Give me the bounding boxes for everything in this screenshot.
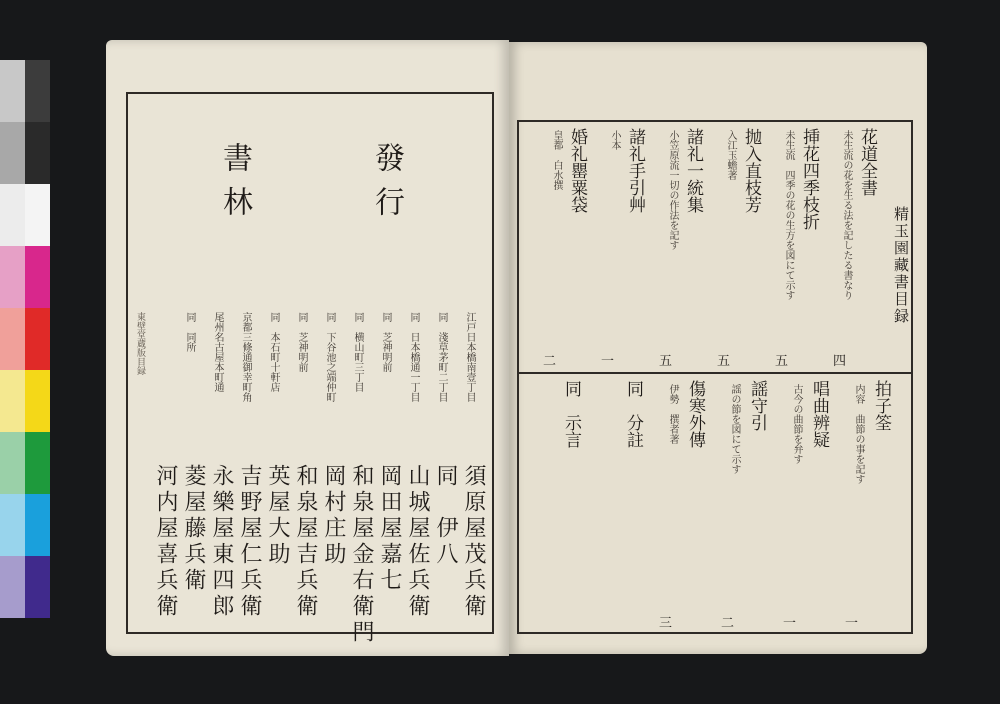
address-line: 同 芝神明前 bbox=[296, 312, 307, 372]
color-patch bbox=[25, 370, 50, 432]
color-patch bbox=[25, 556, 50, 618]
catalog-entry-volumes: 二 bbox=[543, 354, 557, 369]
catalog-entry-volumes: 一 bbox=[845, 616, 859, 631]
catalog-entry-volumes: 三 bbox=[659, 616, 673, 631]
catalog-entry-title: 花道全書 bbox=[857, 128, 877, 196]
color-patch bbox=[0, 556, 25, 618]
publisher-name: 須原屋茂兵衛 bbox=[461, 464, 486, 620]
color-patch bbox=[25, 184, 50, 246]
right-page bbox=[509, 42, 927, 654]
catalog-title: 精玉園藏書目録 bbox=[892, 206, 910, 325]
publisher-name: 河内屋喜兵衛 bbox=[153, 464, 178, 620]
address-line: 同 本石町十軒店 bbox=[268, 312, 279, 392]
address-line: 同 芝神明前 bbox=[380, 312, 391, 372]
publisher-name: 英屋大助 bbox=[265, 464, 290, 568]
color-patch bbox=[25, 494, 50, 556]
publisher-name: 永樂屋東四郎 bbox=[209, 464, 234, 620]
color-patch bbox=[0, 60, 25, 122]
catalog-divider bbox=[519, 372, 911, 374]
color-patch bbox=[0, 432, 25, 494]
catalog-entry-volumes: 五 bbox=[717, 354, 731, 369]
heading-shorin: 書林 bbox=[217, 142, 252, 230]
color-patch-row bbox=[0, 60, 50, 122]
color-patch bbox=[0, 308, 25, 370]
left-page bbox=[106, 40, 509, 656]
address-line: 同 横山町三丁目 bbox=[352, 312, 363, 392]
color-patch-row bbox=[0, 184, 50, 246]
publisher-seal: 東壁堂蔵版目録 bbox=[135, 312, 145, 375]
catalog-entry-title: 謡守引 bbox=[747, 380, 767, 431]
address-line: 同 下谷池之端仲町 bbox=[324, 312, 335, 402]
catalog-entry-volumes: 四 bbox=[833, 354, 847, 369]
catalog-entry-volumes: 二 bbox=[721, 616, 735, 631]
color-patch bbox=[25, 308, 50, 370]
catalog-entry-title: 抛入直枝芳 bbox=[741, 128, 761, 213]
publisher-name: 同 伊八 bbox=[433, 464, 458, 568]
color-patch-row bbox=[0, 432, 50, 494]
address-line: 江戸日本橋南壹丁目 bbox=[464, 312, 475, 402]
color-patch-row bbox=[0, 308, 50, 370]
catalog-frame bbox=[517, 120, 913, 634]
publisher-name: 岡村庄助 bbox=[321, 464, 346, 568]
catalog-entry-note: 小本 bbox=[609, 130, 620, 150]
heading-hakko: 發行 bbox=[369, 142, 404, 230]
catalog-entry-title: 同 分註 bbox=[623, 380, 643, 448]
address-line: 尾州名古屋本町通 bbox=[212, 312, 223, 392]
publisher-name: 吉野屋仁兵衛 bbox=[237, 464, 262, 620]
catalog-entry-note: 未生流の花を生る法を記したる書なり bbox=[841, 130, 852, 300]
color-patch bbox=[0, 246, 25, 308]
catalog-entry-note: 未生流 四季の花の生方を図にて示す bbox=[783, 130, 794, 300]
publisher-name: 菱屋藤兵衛 bbox=[181, 464, 206, 594]
color-patch bbox=[25, 246, 50, 308]
color-patch-row bbox=[0, 494, 50, 556]
color-patch bbox=[0, 494, 25, 556]
color-patch-row bbox=[0, 122, 50, 184]
catalog-entry-volumes: 一 bbox=[783, 616, 797, 631]
catalog-entry-note: 皇都 白水撰 bbox=[551, 130, 562, 190]
color-patch bbox=[25, 432, 50, 494]
catalog-entry-volumes: 五 bbox=[659, 354, 673, 369]
catalog-entry-title: 諸礼一統集 bbox=[683, 128, 703, 213]
catalog-entry-title: 傷寒外傳 bbox=[685, 380, 705, 448]
catalog-entry-title: 挿花四季枝折 bbox=[799, 128, 819, 230]
color-patch bbox=[25, 122, 50, 184]
catalog-entry-note: 謡の節を図にて示す bbox=[729, 384, 740, 474]
catalog-entry-title: 拍子筌 bbox=[871, 380, 891, 431]
color-patch-row bbox=[0, 370, 50, 432]
catalog-entry-title: 諸礼手引艸 bbox=[625, 128, 645, 213]
color-patch-row bbox=[0, 246, 50, 308]
catalog-entry-note: 古今の曲節を弁す bbox=[791, 384, 802, 464]
color-calibration-chart bbox=[0, 60, 50, 618]
publisher-name: 岡田屋嘉七 bbox=[377, 464, 402, 594]
color-patch bbox=[0, 122, 25, 184]
colophon-frame bbox=[126, 92, 494, 646]
catalog-entry-note: 入江玉蟾著 bbox=[725, 130, 736, 180]
address-line: 同 淺草茅町二丁目 bbox=[436, 312, 447, 402]
catalog-entry-title: 同 示言 bbox=[561, 380, 581, 448]
color-patch bbox=[0, 184, 25, 246]
address-line: 同 同所 bbox=[184, 312, 195, 352]
publisher-name: 山城屋佐兵衛 bbox=[405, 464, 430, 620]
catalog-entry-volumes: 一 bbox=[601, 354, 615, 369]
catalog-entry-title: 婚礼罌粟袋 bbox=[567, 128, 587, 213]
publisher-name: 和泉屋吉兵衛 bbox=[293, 464, 318, 620]
color-patch bbox=[25, 60, 50, 122]
catalog-entry-note: 伊勢 撰者著 bbox=[667, 384, 678, 444]
color-patch-row bbox=[0, 556, 50, 618]
catalog-entry-note: 内容 曲節の事を記す bbox=[853, 384, 864, 484]
address-line: 京都三條通御幸町角 bbox=[240, 312, 251, 402]
address-line: 同 日本橋通一丁目 bbox=[408, 312, 419, 402]
color-patch bbox=[0, 370, 25, 432]
catalog-entry-note: 小笠原流一切の作法を記す bbox=[667, 130, 678, 250]
publisher-name: 和泉屋金右衛門 bbox=[349, 464, 374, 646]
catalog-entry-title: 唱曲辨疑 bbox=[809, 380, 829, 448]
catalog-entry-volumes: 五 bbox=[775, 354, 789, 369]
